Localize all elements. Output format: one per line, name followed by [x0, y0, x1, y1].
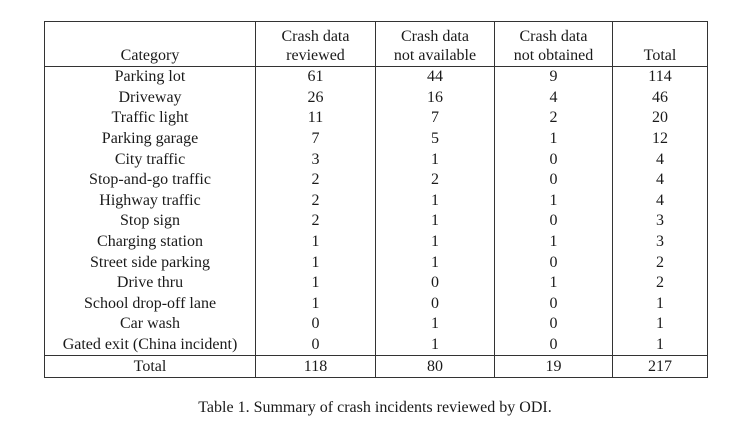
cell-not-obtained: 9 — [495, 67, 613, 88]
cell-category: Stop-and-go traffic — [45, 170, 256, 191]
table-row — [45, 211, 708, 232]
table-caption: Table 1. Summary of crash incidents reviewed by ODI. — [198, 399, 552, 416]
cell-total: 2 — [613, 252, 708, 273]
cell-reviewed: 3 — [256, 149, 376, 170]
cell-category: Driveway — [45, 88, 256, 109]
cell-reviewed: 1 — [256, 232, 376, 253]
cell-reviewed: 61 — [256, 67, 376, 88]
cell-category: Gated exit (China incident) — [45, 335, 256, 356]
table-row — [45, 149, 708, 170]
cell-total: 20 — [613, 108, 708, 129]
cell-total: 114 — [613, 67, 708, 88]
cell-not-available: 1 — [376, 191, 495, 212]
header-category-label: Category — [120, 47, 180, 64]
cell-category: Street side parking — [45, 252, 256, 273]
cell-total: 4 — [613, 170, 708, 191]
cell-category: Charging station — [45, 232, 256, 253]
cell-total: 2 — [613, 273, 708, 294]
cell-reviewed: 1 — [256, 294, 376, 315]
table-row — [45, 314, 708, 335]
cell-not-obtained: 0 — [495, 294, 613, 315]
header-reviewed-line2: reviewed — [286, 47, 345, 64]
cell-not-available: 5 — [376, 129, 495, 150]
totals-not-available: 80 — [376, 356, 495, 378]
cell-not-available: 1 — [376, 252, 495, 273]
totals-reviewed: 118 — [256, 356, 376, 378]
cell-reviewed: 2 — [256, 211, 376, 232]
table-row — [45, 129, 708, 150]
table-row — [45, 294, 708, 315]
cell-total: 1 — [613, 294, 708, 315]
header-total — [613, 22, 708, 67]
totals-total: 217 — [613, 356, 708, 378]
cell-not-available: 7 — [376, 108, 495, 129]
header-row — [45, 22, 708, 67]
cell-category: Car wash — [45, 314, 256, 335]
cell-total: 1 — [613, 314, 708, 335]
table-row — [45, 273, 708, 294]
cell-reviewed: 7 — [256, 129, 376, 150]
header-category — [45, 22, 256, 67]
cell-not-obtained: 4 — [495, 88, 613, 109]
table-row — [45, 170, 708, 191]
cell-not-obtained: 0 — [495, 335, 613, 356]
cell-category: Highway traffic — [45, 191, 256, 212]
cell-not-available: 1 — [376, 314, 495, 335]
table-row — [45, 335, 708, 356]
cell-not-available: 44 — [376, 67, 495, 88]
cell-not-available: 1 — [376, 335, 495, 356]
cell-not-obtained: 0 — [495, 252, 613, 273]
table-row — [45, 191, 708, 212]
totals-not-obtained: 19 — [495, 356, 613, 378]
cell-category: Parking lot — [45, 67, 256, 88]
cell-not-obtained: 1 — [495, 191, 613, 212]
cell-total: 46 — [613, 88, 708, 109]
cell-category: Stop sign — [45, 211, 256, 232]
header-reviewed — [256, 22, 376, 67]
cell-total: 3 — [613, 211, 708, 232]
table-row — [45, 252, 708, 273]
crash-summary-table — [44, 21, 708, 378]
cell-not-obtained: 1 — [495, 232, 613, 253]
cell-not-available: 1 — [376, 211, 495, 232]
header-not-obtained-line2: not obtained — [513, 47, 594, 64]
cell-not-available: 0 — [376, 294, 495, 315]
totals-label: Total — [45, 356, 256, 378]
table-row — [45, 108, 708, 129]
header-reviewed-line1: Crash data — [281, 28, 350, 45]
cell-reviewed: 11 — [256, 108, 376, 129]
cell-category: School drop-off lane — [45, 294, 256, 315]
cell-total: 3 — [613, 232, 708, 253]
cell-not-available: 0 — [376, 273, 495, 294]
cell-not-available: 16 — [376, 88, 495, 109]
cell-not-available: 1 — [376, 149, 495, 170]
totals-row — [45, 356, 708, 378]
cell-not-obtained: 1 — [495, 129, 613, 150]
cell-not-available: 1 — [376, 232, 495, 253]
header-total-label: Total — [643, 47, 677, 64]
table-row — [45, 232, 708, 253]
cell-not-obtained: 0 — [495, 314, 613, 335]
header-not-available-line1: Crash data — [401, 28, 469, 45]
cell-total: 4 — [613, 191, 708, 212]
cell-not-obtained: 0 — [495, 211, 613, 232]
cell-not-obtained: 0 — [495, 170, 613, 191]
cell-not-available: 2 — [376, 170, 495, 191]
header-not-obtained-line1: Crash data — [519, 28, 588, 45]
cell-reviewed: 0 — [256, 314, 376, 335]
table-row — [45, 67, 708, 88]
header-not-available — [376, 22, 495, 67]
cell-reviewed: 2 — [256, 170, 376, 191]
cell-reviewed: 1 — [256, 252, 376, 273]
cell-category: Drive thru — [45, 273, 256, 294]
header-not-available-line2: not available — [393, 47, 477, 64]
cell-reviewed: 1 — [256, 273, 376, 294]
cell-reviewed: 0 — [256, 335, 376, 356]
cell-not-obtained: 2 — [495, 108, 613, 129]
table-row — [45, 88, 708, 109]
cell-category: City traffic — [45, 149, 256, 170]
cell-reviewed: 2 — [256, 191, 376, 212]
cell-total: 1 — [613, 335, 708, 356]
cell-total: 4 — [613, 149, 708, 170]
cell-category: Traffic light — [45, 108, 256, 129]
cell-category: Parking garage — [45, 129, 256, 150]
cell-total: 12 — [613, 129, 708, 150]
cell-not-obtained: 0 — [495, 149, 613, 170]
cell-not-obtained: 1 — [495, 273, 613, 294]
cell-reviewed: 26 — [256, 88, 376, 109]
header-not-obtained — [495, 22, 613, 67]
